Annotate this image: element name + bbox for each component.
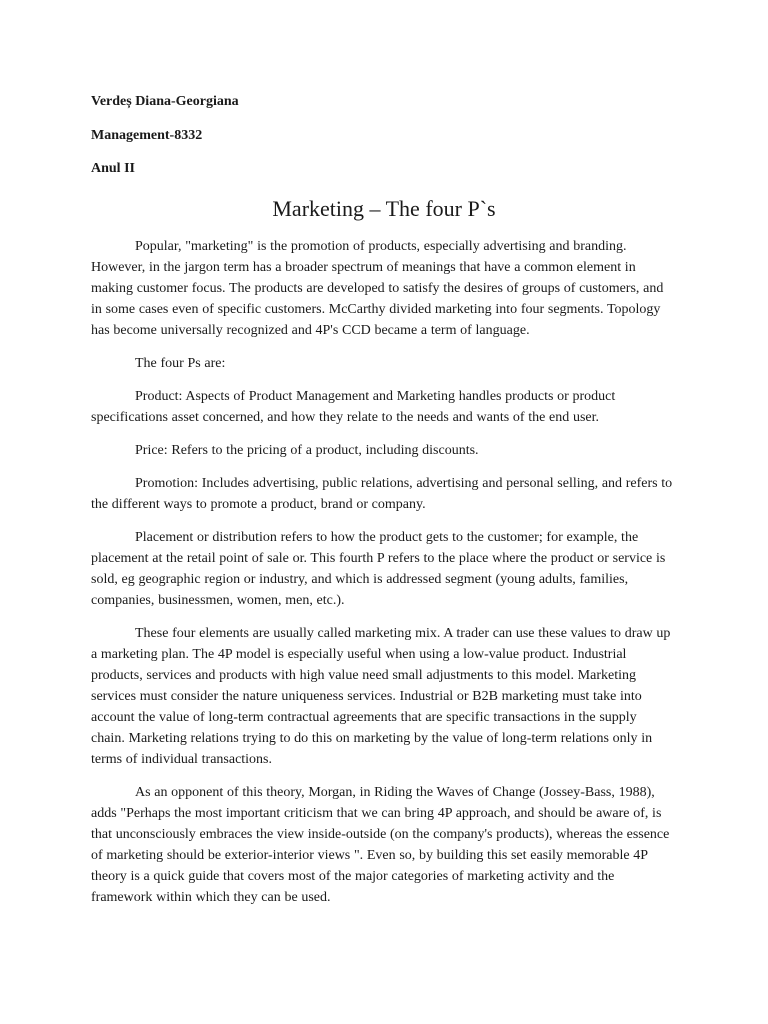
course-code: Management-8332 [91,128,203,143]
document-title: Marketing – The four P`s [272,196,496,221]
paragraph-intro: Popular, "marketing" is the promotion of products, especially advertising and branding. However, in the jargon term has a broader spectrum of meanings that have a common element in making customer focus. The products are developed to satisfy the desires of groups of customers, and in some cases even of specific customers. McCarthy divided marketing into four segments. Topology has become universally recognized and 4P's CCD became a term of language. [91,239,664,338]
author-name: Verdeș Diana-Georgiana [91,94,239,109]
paragraph-four-ps-intro: The four Ps are: [135,356,226,371]
study-year: Anul II [91,161,135,176]
paragraph-marketing-mix: These four elements are usually called marketing mix. A trader can use these values to draw up a marketing plan. The 4P model is especially useful when using a low-value product. Industrial products, services and products with high value need small adjustments to this model. Marketing services must consider the nature uniqueness services. Industrial or B2B marketing must take into account the value of long-term contractual agreements that are specific transactions in the supply chain. Marketing relations trying to do this on marketing by the value of long-term relations only in terms of individual transactions. [91,626,671,767]
paragraph-price: Price: Refers to the pricing of a product, including discounts. [135,443,479,458]
paragraph-morgan-critique: As an opponent of this theory, Morgan, in Riding the Waves of Change (Jossey-Bass, 1988), adds "Perhaps the most important criticism that we can bring 4P approach, and should be aware of, is that unconsciously embraces the view inside-outside (on the company's products), whereas the essence of marketing should be exterior-interior views ". Even so, by building this set easily memorable 4P theory is a quick guide that covers most of the major categories of marketing activity and the framework within which they can be used. [91,785,670,905]
paragraph-product: Product: Aspects of Product Management and Marketing handles products or product specifications asset concerned, and how they relate to the needs and wants of the end user. [91,389,616,425]
paragraph-promotion: Promotion: Includes advertising, public relations, advertising and personal selling, and refers to the different ways to promote a product, brand or company. [91,476,673,512]
paragraph-placement: Placement or distribution refers to how the product gets to the customer; for example, the placement at the retail point of sale or. This fourth P refers to the place where the product or service is sold, eg geographic region or industry, and which is addressed segment (young adults, families, companies, businessmen, women, men, etc.). [91,530,666,608]
document-body [91,236,673,920]
